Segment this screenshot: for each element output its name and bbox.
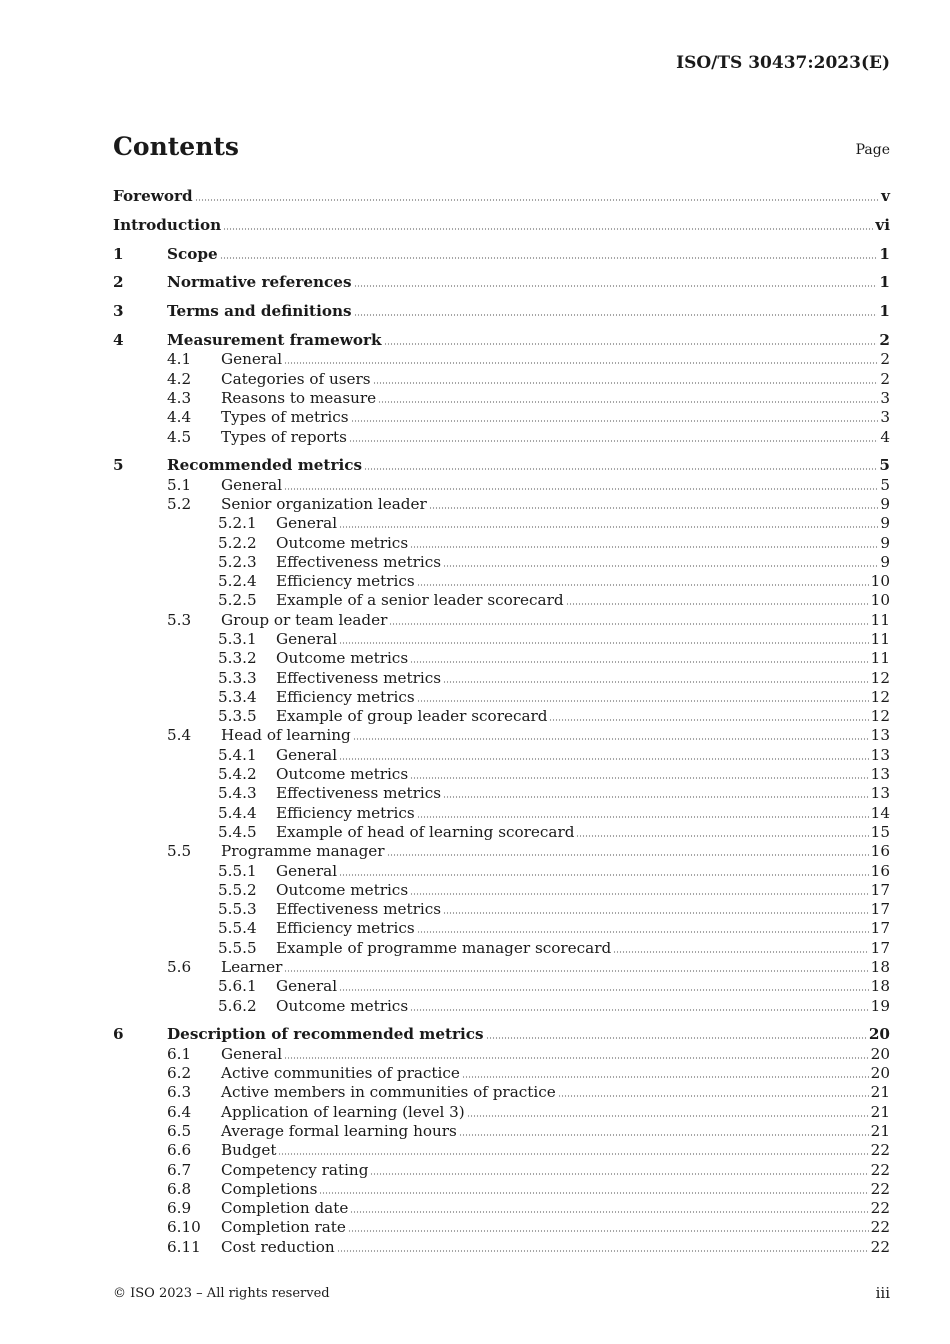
- toc-entry-number: 6.10: [167, 1218, 201, 1236]
- toc-entry-title: Categories of users: [221, 370, 371, 388]
- toc-entry[interactable]: [113, 331, 890, 350]
- toc-entry[interactable]: [218, 997, 890, 1016]
- toc-leader-dots: [566, 603, 869, 605]
- toc-entry-page: 3: [880, 408, 890, 426]
- toc-entry-page: 4: [880, 428, 890, 446]
- toc-entry[interactable]: [218, 591, 890, 610]
- toc-entry-page: 2: [879, 331, 890, 349]
- toc-entry[interactable]: [218, 649, 890, 668]
- toc-entry-title: General: [276, 977, 338, 995]
- toc-entry-page: 20: [868, 1025, 890, 1043]
- toc-entry[interactable]: [218, 534, 890, 553]
- toc-leader-dots: [349, 440, 878, 442]
- toc-leader-dots: [558, 1095, 869, 1097]
- toc-entry[interactable]: [218, 746, 890, 765]
- toc-entry-title: Terms and definitions: [167, 302, 352, 320]
- toc-leader-dots: [339, 526, 878, 528]
- toc-leader-dots: [410, 777, 869, 779]
- toc-leader-dots: [353, 738, 869, 740]
- toc-leader-dots: [486, 1037, 867, 1039]
- toc-entry-page: 10: [870, 572, 890, 590]
- toc-leader-dots: [459, 1134, 869, 1136]
- toc-entry-number: 5.2.1: [218, 514, 257, 532]
- toc-entry-title: Application of learning (level 3): [221, 1103, 465, 1121]
- toc-entry-page: 9: [880, 514, 890, 532]
- toc-entry[interactable]: [167, 1103, 890, 1122]
- toc-leader-dots: [284, 1057, 869, 1059]
- toc-entry-title: Types of metrics: [221, 408, 349, 426]
- toc-entry[interactable]: [218, 881, 890, 900]
- toc-entry-title: Scope: [167, 245, 218, 263]
- toc-entry[interactable]: [113, 216, 890, 235]
- toc-leader-dots: [389, 623, 868, 625]
- toc-entry-number: 5.3.4: [218, 688, 257, 706]
- toc-leader-dots: [384, 343, 878, 345]
- toc-entry-page: 1: [879, 245, 890, 263]
- toc-entry-page: 19: [870, 997, 890, 1015]
- toc-entry-number: 6.7: [167, 1161, 192, 1179]
- toc-entry-title: Head of learning: [221, 726, 351, 744]
- page-title: Contents: [113, 132, 240, 161]
- toc-entry[interactable]: [167, 1180, 890, 1199]
- toc-entry-title: Effectiveness metrics: [276, 553, 441, 571]
- toc-entry[interactable]: [218, 784, 890, 803]
- toc-leader-dots: [364, 468, 877, 470]
- toc-leader-dots: [351, 420, 879, 422]
- page-column-label: Page: [855, 142, 890, 158]
- toc-entry[interactable]: [218, 804, 890, 823]
- toc-leader-dots: [278, 1153, 868, 1155]
- toc-entry[interactable]: [218, 862, 890, 881]
- toc-entry-title: Example of head of learning scorecard: [276, 823, 575, 841]
- toc-leader-dots: [410, 1009, 869, 1011]
- toc-entry-title: Outcome metrics: [276, 765, 409, 783]
- toc-entry[interactable]: [167, 428, 890, 447]
- toc-entry-number: 4.5: [167, 428, 192, 446]
- toc-entry-title: Description of recommended metrics: [167, 1025, 484, 1043]
- toc-leader-dots: [348, 1230, 869, 1232]
- toc-entry[interactable]: [218, 919, 890, 938]
- toc-entry-title: Example of a senior leader scorecard: [276, 591, 564, 609]
- toc-entry-title: Measurement framework: [167, 331, 382, 349]
- toc-entry[interactable]: [167, 476, 890, 495]
- toc-leader-dots: [410, 893, 869, 895]
- toc-entry-title: Competency rating: [221, 1161, 369, 1179]
- toc-entry[interactable]: [113, 1025, 890, 1044]
- toc-entry-number: 6.6: [167, 1141, 192, 1159]
- toc-leader-dots: [410, 661, 869, 663]
- toc-entry-number: 6.9: [167, 1199, 192, 1217]
- toc-entry-number: 5.2.3: [218, 553, 257, 571]
- toc-entry-page: 21: [870, 1122, 890, 1140]
- toc-entry-page: 12: [870, 688, 890, 706]
- toc-entry[interactable]: [167, 350, 890, 369]
- toc-entry-title: Efficiency metrics: [276, 919, 415, 937]
- toc-entry-number: 6.3: [167, 1083, 192, 1101]
- toc-entry-number: 5.3.5: [218, 707, 257, 725]
- toc-entry-title: Example of group leader scorecard: [276, 707, 548, 725]
- toc-leader-dots: [443, 912, 869, 914]
- toc-entry-number: 5: [113, 456, 124, 474]
- toc-entry-page: 2: [880, 350, 890, 368]
- toc-entry-title: General: [276, 862, 338, 880]
- toc-entry-page: 22: [870, 1218, 890, 1236]
- toc-leader-dots: [354, 285, 878, 287]
- toc-entry-page: 13: [870, 765, 890, 783]
- toc-entry-page: 21: [870, 1083, 890, 1101]
- toc-entry-number: 4.1: [167, 350, 192, 368]
- toc-entry[interactable]: [113, 273, 890, 292]
- toc-entry-page: 16: [870, 842, 890, 860]
- toc-entry-number: 6.8: [167, 1180, 192, 1198]
- toc-entry-page: 21: [870, 1103, 890, 1121]
- toc-entry[interactable]: [167, 611, 890, 630]
- toc-entry-page: 13: [870, 746, 890, 764]
- toc-entry-page: 22: [870, 1180, 890, 1198]
- toc-entry-number: 6.1: [167, 1045, 192, 1063]
- toc-entry-title: Efficiency metrics: [276, 688, 415, 706]
- toc-entry-page: 17: [870, 919, 890, 937]
- toc-entry-number: 5.3.1: [218, 630, 257, 648]
- toc-leader-dots: [350, 1211, 868, 1213]
- toc-entry-title: Efficiency metrics: [276, 804, 415, 822]
- toc-entry-title: Outcome metrics: [276, 534, 409, 552]
- toc-entry[interactable]: [113, 456, 890, 475]
- toc-entry-number: 5.2.4: [218, 572, 257, 590]
- footer-copyright: © ISO 2023 – All rights reserved: [113, 1286, 330, 1301]
- toc-entry-page: 22: [870, 1199, 890, 1217]
- toc-entry-page: 15: [870, 823, 890, 841]
- toc-entry-number: 3: [113, 302, 124, 320]
- toc-entry[interactable]: [113, 302, 890, 321]
- toc-entry[interactable]: [167, 1141, 890, 1160]
- toc-entry-page: 14: [870, 804, 890, 822]
- toc-entry[interactable]: [218, 977, 890, 996]
- toc-entry-title: Foreword: [113, 187, 193, 205]
- toc-entry-number: 1: [113, 245, 124, 263]
- toc-entry[interactable]: [218, 688, 890, 707]
- toc-entry-title: Recommended metrics: [167, 456, 363, 474]
- toc-entry-number: 5.4.2: [218, 765, 257, 783]
- toc-entry[interactable]: [113, 187, 890, 206]
- toc-leader-dots: [378, 401, 878, 403]
- toc-entry[interactable]: [167, 1064, 890, 1083]
- toc-entry-title: Reasons to measure: [221, 389, 377, 407]
- toc-entry[interactable]: [218, 669, 890, 688]
- toc-leader-dots: [339, 642, 869, 644]
- toc-leader-dots: [417, 584, 869, 586]
- toc-leader-dots: [576, 835, 868, 837]
- toc-entry-number: 4: [113, 331, 124, 349]
- toc-entry-title: Effectiveness metrics: [276, 669, 441, 687]
- toc-leader-dots: [467, 1115, 869, 1117]
- toc-leader-dots: [284, 488, 878, 490]
- toc-leader-dots: [443, 565, 878, 567]
- toc-entry-number: 5.3.3: [218, 669, 257, 687]
- toc-entry-title: Outcome metrics: [276, 649, 409, 667]
- toc-leader-dots: [443, 796, 869, 798]
- toc-leader-dots: [443, 681, 869, 683]
- toc-entry[interactable]: [167, 1218, 890, 1237]
- toc-entry[interactable]: [218, 553, 890, 572]
- toc-entry-number: 5.5.2: [218, 881, 257, 899]
- toc-entry-number: 4.4: [167, 408, 192, 426]
- toc-entry-number: 6.2: [167, 1064, 192, 1082]
- toc-entry-page: 9: [880, 534, 890, 552]
- toc-entry-page: 11: [870, 611, 890, 629]
- toc-entry-page: 17: [870, 939, 890, 957]
- toc-entry[interactable]: [167, 958, 890, 977]
- toc-entry[interactable]: [167, 726, 890, 745]
- toc-entry-page: 5: [879, 456, 890, 474]
- toc-entry-number: 5.5.3: [218, 900, 257, 918]
- toc-entry-page: 1: [879, 273, 890, 291]
- toc-entry-page: 22: [870, 1161, 890, 1179]
- toc-entry-title: Cost reduction: [221, 1238, 335, 1256]
- toc-entry-title: Normative references: [167, 273, 352, 291]
- toc-entry-title: Learner: [221, 958, 283, 976]
- toc-entry-page: 11: [870, 630, 890, 648]
- toc-entry-page: 22: [870, 1238, 890, 1256]
- toc-entry-number: 5.5.1: [218, 862, 257, 880]
- toc-entry-title: Introduction: [113, 216, 222, 234]
- toc-leader-dots: [339, 874, 869, 876]
- toc-entry-title: Types of reports: [221, 428, 347, 446]
- toc-entry-title: Outcome metrics: [276, 881, 409, 899]
- toc-entry-number: 5.3: [167, 611, 192, 629]
- toc-entry-page: 22: [870, 1141, 890, 1159]
- toc-leader-dots: [354, 314, 878, 316]
- toc-entry-page: 17: [870, 900, 890, 918]
- toc-entry[interactable]: [218, 514, 890, 533]
- toc-entry-number: 5.2.2: [218, 534, 257, 552]
- toc-entry[interactable]: [167, 1083, 890, 1102]
- toc-entry-page: 2: [880, 370, 890, 388]
- toc-entry-page: 17: [870, 881, 890, 899]
- toc-leader-dots: [284, 362, 878, 364]
- toc-entry[interactable]: [167, 1238, 890, 1257]
- toc-entry-title: General: [221, 476, 283, 494]
- toc-entry-title: Programme manager: [221, 842, 385, 860]
- toc-leader-dots: [339, 758, 869, 760]
- toc-entry-title: Senior organization leader: [221, 495, 427, 513]
- toc-leader-dots: [195, 199, 880, 201]
- toc-entry-page: 16: [870, 862, 890, 880]
- toc-entry[interactable]: [167, 495, 890, 514]
- toc-entry-number: 5.4.5: [218, 823, 257, 841]
- toc-entry[interactable]: [167, 842, 890, 861]
- toc-entry-title: Active communities of practice: [221, 1064, 460, 1082]
- toc-entry-number: 6.11: [167, 1238, 201, 1256]
- toc-entry-title: Completion rate: [221, 1218, 346, 1236]
- toc-entry-number: 5.5.5: [218, 939, 257, 957]
- toc-entry[interactable]: [167, 1045, 890, 1064]
- toc-entry-number: 5.6.2: [218, 997, 257, 1015]
- toc-leader-dots: [429, 507, 879, 509]
- toc-entry-page: vi: [875, 216, 890, 234]
- toc-entry-number: 5.4.3: [218, 784, 257, 802]
- toc-entry-page: 12: [870, 669, 890, 687]
- toc-entry-title: Effectiveness metrics: [276, 784, 441, 802]
- toc-entry[interactable]: [167, 1161, 890, 1180]
- toc-entry[interactable]: [167, 389, 890, 408]
- toc-entry-page: v: [881, 187, 890, 205]
- toc-entry-number: 5.3.2: [218, 649, 257, 667]
- toc-entry-title: Budget: [221, 1141, 277, 1159]
- toc-entry-title: Completion date: [221, 1199, 349, 1217]
- toc-leader-dots: [220, 257, 878, 259]
- toc-entry-title: Average formal learning hours: [221, 1122, 457, 1140]
- toc-entry[interactable]: [218, 572, 890, 591]
- toc-entry-page: 1: [879, 302, 890, 320]
- toc-entry-number: 6.4: [167, 1103, 192, 1121]
- toc-entry[interactable]: [218, 823, 890, 842]
- toc-leader-dots: [462, 1076, 869, 1078]
- toc-entry-number: 5.2: [167, 495, 192, 513]
- toc-leader-dots: [613, 951, 868, 953]
- toc-entry-page: 20: [870, 1045, 890, 1063]
- toc-entry-number: 4.2: [167, 370, 192, 388]
- toc-entry-page: 3: [880, 389, 890, 407]
- toc-entry-number: 5.1: [167, 476, 192, 494]
- toc-entry-number: 5.6.1: [218, 977, 257, 995]
- toc-entry[interactable]: [167, 408, 890, 427]
- toc-leader-dots: [319, 1192, 868, 1194]
- toc-leader-dots: [549, 719, 868, 721]
- toc-entry[interactable]: [113, 245, 890, 264]
- toc-entry-number: 6: [113, 1025, 124, 1043]
- toc-entry-title: General: [276, 746, 338, 764]
- toc-entry-number: 5.5.4: [218, 919, 257, 937]
- toc-leader-dots: [284, 970, 868, 972]
- toc-entry-title: Completions: [221, 1180, 318, 1198]
- toc-leader-dots: [417, 931, 869, 933]
- toc-leader-dots: [417, 816, 869, 818]
- toc-leader-dots: [417, 700, 869, 702]
- toc-entry[interactable]: [167, 370, 890, 389]
- toc-entry[interactable]: [218, 765, 890, 784]
- toc-entry[interactable]: [218, 939, 890, 958]
- toc-entry[interactable]: [218, 707, 890, 726]
- toc-entry-title: Effectiveness metrics: [276, 900, 441, 918]
- toc-entry-page: 18: [870, 977, 890, 995]
- toc-entry-title: General: [221, 350, 283, 368]
- toc-leader-dots: [337, 1250, 869, 1252]
- toc-entry-page: 20: [870, 1064, 890, 1082]
- toc-entry-title: General: [276, 630, 338, 648]
- toc-entry-page: 5: [880, 476, 890, 494]
- toc-entry-title: Outcome metrics: [276, 997, 409, 1015]
- toc-entry-title: Active members in communities of practice: [221, 1083, 556, 1101]
- toc-entry-number: 5.6: [167, 958, 192, 976]
- toc-entry-number: 6.5: [167, 1122, 192, 1140]
- footer-page-number: iii: [875, 1284, 890, 1302]
- toc-entry-number: 5.2.5: [218, 591, 257, 609]
- toc-entry-page: 13: [870, 726, 890, 744]
- document-id: ISO/TS 30437:2023(E): [676, 53, 890, 73]
- toc-entry[interactable]: [218, 900, 890, 919]
- toc-entry-page: 13: [870, 784, 890, 802]
- toc-entry-page: 10: [870, 591, 890, 609]
- toc-entry-title: Efficiency metrics: [276, 572, 415, 590]
- toc-entry-number: 5.4.1: [218, 746, 257, 764]
- toc-leader-dots: [387, 854, 869, 856]
- toc-entry-number: 4.3: [167, 389, 192, 407]
- toc-entry-page: 12: [870, 707, 890, 725]
- toc-entry-page: 11: [870, 649, 890, 667]
- toc-entry-number: 5.5: [167, 842, 192, 860]
- toc-leader-dots: [370, 1173, 868, 1175]
- toc-entry-number: 5.4.4: [218, 804, 257, 822]
- toc-entry-page: 18: [870, 958, 890, 976]
- toc-leader-dots: [410, 546, 878, 548]
- toc-entry-title: General: [276, 514, 338, 532]
- toc-entry[interactable]: [167, 1199, 890, 1218]
- toc-entry-page: 9: [880, 495, 890, 513]
- toc-entry-number: 5.4: [167, 726, 192, 744]
- toc-leader-dots: [373, 382, 879, 384]
- toc-entry-page: 9: [880, 553, 890, 571]
- toc-entry-number: 2: [113, 273, 124, 291]
- toc-leader-dots: [223, 228, 873, 230]
- toc-entry[interactable]: [167, 1122, 890, 1141]
- toc-entry-title: Group or team leader: [221, 611, 388, 629]
- toc-entry-title: General: [221, 1045, 283, 1063]
- toc-entry-title: Example of programme manager scorecard: [276, 939, 612, 957]
- toc-entry[interactable]: [218, 630, 890, 649]
- toc-leader-dots: [339, 989, 869, 991]
